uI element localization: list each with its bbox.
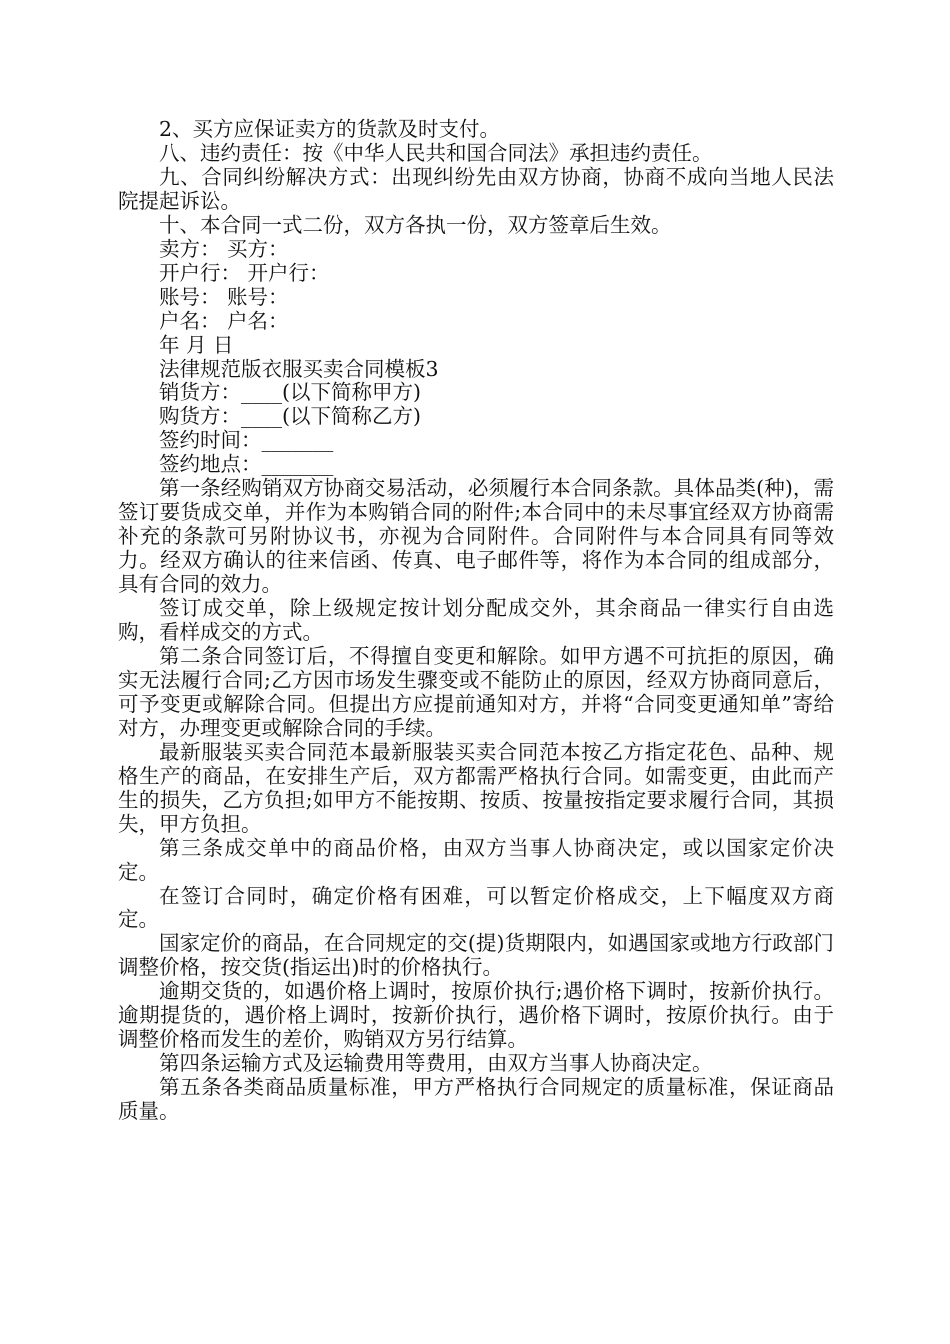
- article-1: 第一条经购销双方协商交易活动，必须履行本合同条款。具体品类(种)，需签订要货成交单，并作为本购销合同的附件;本合同中的未尽事宜经双方协商需补充的条款可另附协议书，亦视为合同附件。合同附件与本合同具有同等效力。经双方确认的往来信函、传真、电子邮件等，将作为本合同的组成部分，具有合同的效力。: [118, 476, 834, 597]
- paragraph-specified-goods: 最新服装买卖合同范本最新服装买卖合同范本按乙方指定花色、品种、规格生产的商品，在安排生产后，双方都需严格执行合同。如需变更，由此而产生的损失，乙方负担;如甲方不能按期、按质、按量按指定要求履行合同，其损失，甲方负担。: [118, 739, 834, 836]
- seller-party: 销货方：____(以下简称甲方): [159, 380, 421, 405]
- article-4: 第四条运输方式及运输费用等费用，由双方当事人协商决定。: [159, 1051, 713, 1076]
- paragraph-dispute-resolution: 九、合同纠纷解决方式：出现纠纷先由双方协商，协商不成向当地人民法院提起诉讼。: [118, 164, 834, 213]
- paragraph-copies: 十、本合同一式二份，双方各执一份，双方签章后生效。: [159, 212, 672, 237]
- paragraph-buyer-payment: 2、买方应保证卖方的货款及时支付。: [159, 117, 501, 141]
- article-2: 第二条合同签订后，不得擅自变更和解除。如甲方遇不可抗拒的原因，确实无法履行合同;乙方因市场发生骤变或不能防止的原因，经双方协商同意后，可予变更或解除合同。但提出方应提前通知对方，并将“合同变更通知单”寄给对方，办理变更或解除合同的手续。: [118, 643, 834, 740]
- signature-bank: 开户行： 开户行：: [159, 260, 330, 285]
- signing-time: 签约时间：_______: [159, 428, 334, 453]
- signing-place: 签约地点：_______: [159, 452, 334, 477]
- article-3: 第三条成交单中的商品价格，由双方当事人协商决定，或以国家定价决定。: [118, 835, 834, 884]
- paragraph-provisional-price: 在签订合同时，确定价格有困难，可以暂定价格成交，上下幅度双方商定。: [118, 883, 834, 932]
- buyer-party: 购货方：____(以下简称乙方): [159, 404, 421, 429]
- signature-date: 年 月 日: [159, 332, 234, 357]
- paragraph-state-price: 国家定价的商品，在合同规定的交(提)货期限内，如遇国家或地方行政部门调整价格，按交货(指运出)时的价格执行。: [118, 931, 834, 980]
- signature-account-name: 户名： 户名：: [159, 308, 289, 333]
- document-page: [118, 118, 834, 1124]
- article-5: 第五条各类商品质量标准，甲方严格执行合同规定的质量标准，保证商品质量。: [118, 1075, 834, 1124]
- paragraph-order-form: 签订成交单，除上级规定按计划分配成交外，其余商品一律实行自由选购，看样成交的方式。: [118, 596, 834, 645]
- paragraph-overdue-delivery: 逾期交货的，如遇价格上调时，按原价执行;遇价格下调时，按新价执行。逾期提货的，遇价格上调时，按新价执行，遇价格下调时，按原价执行。由于调整价格而发生的差价，购销双方另行结算。: [118, 979, 834, 1052]
- signature-account: 账号： 账号：: [159, 284, 289, 309]
- signature-seller-buyer: 卖方： 买方：: [159, 236, 289, 261]
- template-heading: 法律规范版衣服买卖合同模板3: [159, 356, 439, 381]
- paragraph-breach-liability: 八、违约责任：按《中华人民共和国合同法》承担违约责任。: [159, 140, 713, 165]
